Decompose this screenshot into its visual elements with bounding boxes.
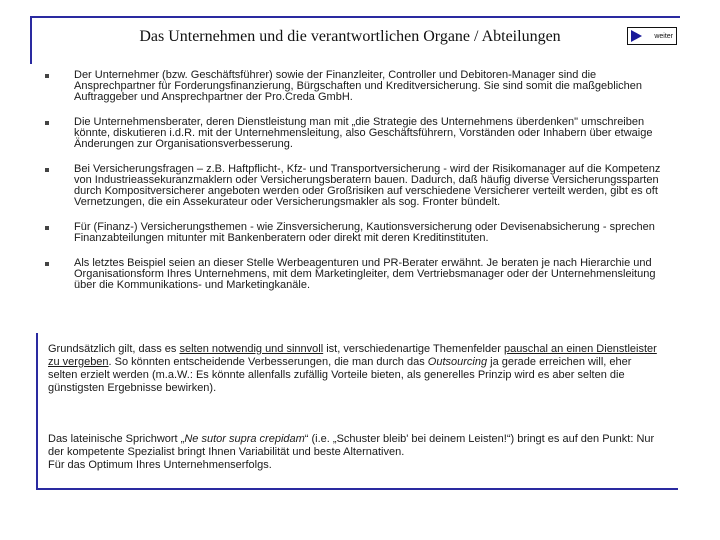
text-run: Das lateinische Sprichwort „ — [48, 433, 185, 445]
bullet-marker — [45, 168, 49, 172]
underlined-text: pauschal an einen Dienstleister zu vergeben — [48, 343, 657, 368]
bullet-marker — [45, 121, 49, 125]
text-run: “ (i.e. „Schuster bleib' bei deinem Leisten!“) bringt es auf den Punkt: Nur der kompetente Spezialist bringt Ihnen Variabilität und beste Alternativen. — [48, 433, 655, 458]
bullet-text: Bei Versicherungsfragen – z.B. Haftpflicht-, Kfz- und Transportversicherung - wird der Risikomanager auf die Kompetenz von Industrieassekuranzmaklern oder Versicherungsberatern bauen. Dadurch, daß häufig diverse Versicherungssparten durch Kompositversicherer angeboten werden oder Großrisiken auf verschiedene Versicherer verteilt werden, gibt es oft Vernetzungen, die ein Assekurateur oder Versicherungsmakler als sog. Fronter bündelt. — [74, 163, 661, 208]
list-item — [42, 258, 674, 291]
list-item — [42, 70, 674, 103]
text-run: ist, verschiedenartige Themenfelder — [323, 343, 504, 355]
underlined-text: selten notwendig und sinnvoll — [179, 343, 324, 355]
list-item — [42, 117, 674, 150]
bullet-marker — [45, 262, 49, 266]
text-run: ja gerade erreichen will, eher selten erzielt werden (m.a.W.: Es könnte allenfalls zufällig Vorteile bieten, als generelles Prinzip wird es aber selten die günstigsten Ergebnisse bewirken). — [48, 356, 632, 394]
text-run: Grundsätzlich gilt, dass es — [48, 343, 180, 355]
italic-text: Ne sutor supra crepidam — [184, 433, 305, 445]
bullet-marker — [45, 74, 49, 78]
italic-text: Outsourcing — [427, 356, 488, 368]
next-button-label: weiter — [654, 32, 673, 40]
list-item — [42, 222, 674, 244]
bullet-text: Der Unternehmer (bzw. Geschäftsführer) sowie der Finanzleiter, Controller und Debitoren-Manager sind die Ansprechpartner für Forderungsfinanzierung, Bürgschaften und Kreditversicherung. Sie sind somit die maßgeblichen Auftraggeber und Ansprechpartner der Pro.Creda GmbH. — [74, 69, 643, 103]
proverb-paragraph — [48, 433, 660, 472]
closing-line: Für das Optimum Ihres Unternehmenserfolgs. — [48, 459, 272, 471]
text-run: . So könnten entscheidende Verbesserungen, die man durch das — [108, 356, 428, 368]
page-title: Das Unternehmen und die verantwortlichen Organe / Abteilungen — [139, 28, 561, 45]
bullet-text: Für (Finanz-) Versicherungsthemen - wie Zinsversicherung, Kautionsversicherung oder Devisenabsicherung - sprechen Finanzabteilungen mitunter mit Bankenberatern oder direkt mit deren Kreditinstituten. — [74, 221, 655, 244]
bullet-list — [42, 70, 674, 305]
bullet-text: Die Unternehmensberater, deren Dienstleistung man mit „die Strategie des Unternehmens überdenken" umschreiben könnte, diskutieren i.d.R. mit der Unternehmensleitung, also Geschäftsführern, Vorständen oder Inhabern über etwaige Änderungen zur Organisationsverbesserung. — [74, 116, 653, 150]
header-rule-top — [30, 16, 680, 18]
list-item — [42, 164, 674, 208]
summary-paragraph — [48, 343, 660, 395]
bullet-marker — [45, 226, 49, 230]
bullet-text: Als letztes Beispiel seien an dieser Stelle Werbeagenturen und PR-Berater erwähnt. Je beraten je nach Hierarchie und Organisationsform Ihres Unternehmens, mit dem Marketingleiter, dem Vertriebsmanager oder der Unternehmensleitung über die Kommunikations- und Marketingkanäle. — [74, 257, 656, 291]
next-button[interactable] — [627, 27, 677, 45]
header-rule-left — [30, 16, 32, 64]
